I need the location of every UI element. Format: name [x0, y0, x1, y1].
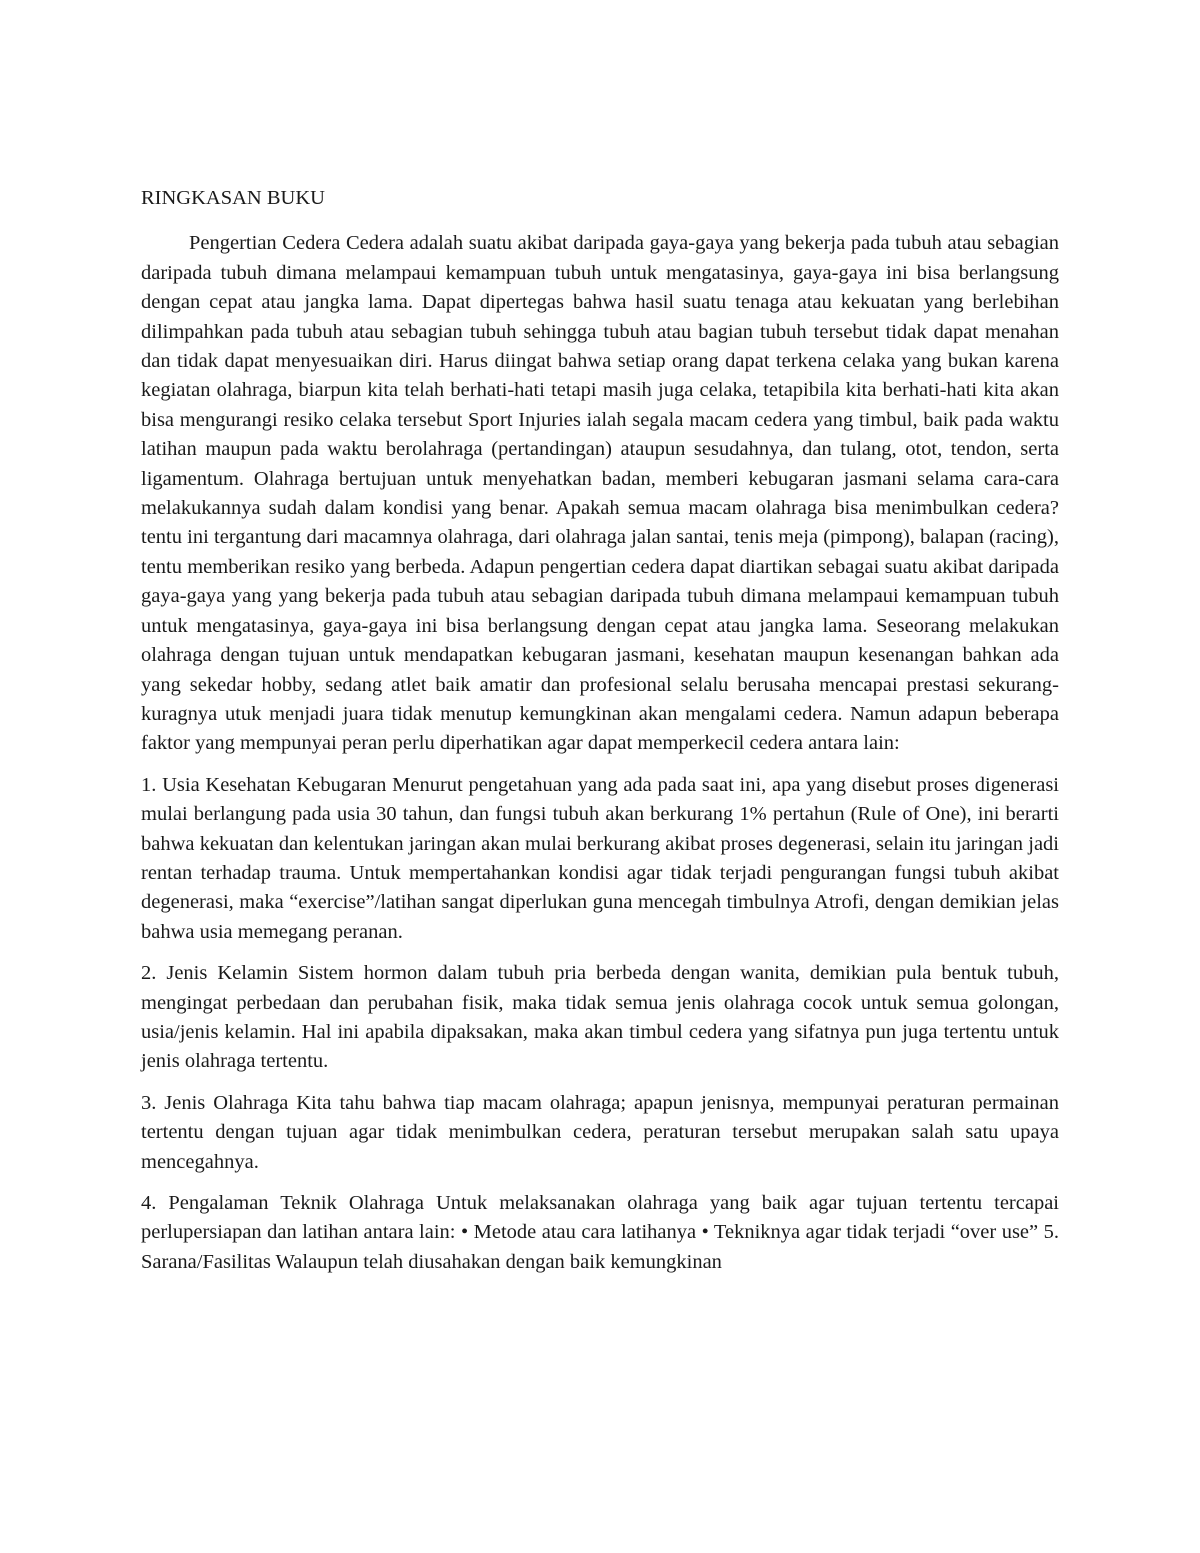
paragraph-intro: Pengertian Cedera Cedera adalah suatu akibat daripada gaya-gaya yang bekerja pada tubuh atau sebagian daripada tubuh dimana melampaui kemampuan tubuh untuk mengatasinya, gaya-gaya ini bisa berlangsung dengan cepat atau jangka lama. Dapat dipertegas bahwa hasil suatu tenaga atau kekuatan yang berlebihan dilimpahkan pada tubuh atau sebagian tubuh sehingga tubuh atau bagian tubuh tersebut tidak dapat menahan dan tidak dapat menyesuaikan diri. Harus diingat bahwa setiap orang dapat terkena celaka yang bukan karena kegiatan olahraga, biarpun kita telah berhati-hati tetapi masih juga celaka, tetapibila kita berhati-hati kita akan bisa mengurangi resiko celaka tersebut Sport Injuries ialah segala macam cedera yang timbul, baik pada waktu latihan maupun pada waktu berolahraga (pertandingan) ataupun sesudahnya, dan tulang, otot, tendon, serta ligamentum. Olahraga bertujuan untuk menyehatkan badan, memberi kebugaran jasmani selama cara-cara melakukannya sudah dalam kondisi yang benar. Apakah semua macam olahraga bisa menimbulkan cedera? tentu ini tergantung dari macamnya olahraga, dari olahraga jalan santai, tenis meja (pimpong), balapan (racing), tentu memberikan resiko yang berbeda. Adapun pengertian cedera dapat diartikan sebagai suatu akibat daripada gaya-gaya yang yang bekerja pada tubuh atau sebagian daripada tubuh dimana melampaui kemampuan tubuh untuk mengatasinya, gaya-gaya ini bisa berlangsung dengan cepat atau jangka lama. Seseorang melakukan olahraga dengan tujuan untuk mendapatkan kebugaran jasmani, kesehatan maupun kesenangan bahkan ada yang sekedar hobby, sedang atlet baik amatir dan profesional selalu berusaha mencapai prestasi sekurang-kuragnya utuk menjadi juara tidak menutup kemungkinan akan mengalami cedera. Namun adapun beberapa faktor yang mempunyai peran perlu diperhatikan agar dapat memperkecil cedera antara lain:: [141, 232, 1059, 755]
paragraph-usia: 1. Usia Kesehatan Kebugaran Menurut pengetahuan yang ada pada saat ini, apa yang disebut proses digenerasi mulai berlangung pada usia 30 tahun, dan fungsi tubuh akan berkurang 1% pertahun (Rule of One), ini berarti bahwa kekuatan dan kelentukan jaringan akan mulai berkurang akibat proses degenerasi, selain itu jaringan jadi rentan terhadap trauma. Untuk mempertahankan kondisi agar tidak terjadi pengurangan fungsi tubuh akibat degenerasi, maka “exercise”/latihan sangat diperlukan guna mencegah timbulnya Atrofi, dengan demikian jelas bahwa usia memegang peranan.: [141, 773, 1059, 943]
document-body: [141, 184, 1059, 1289]
document-title: RINGKASAN BUKU: [141, 187, 325, 209]
paragraph-jenis-kelamin: 2. Jenis Kelamin Sistem hormon dalam tubuh pria berbeda dengan wanita, demikian pula bentuk tubuh, mengingat perbedaan dan perubahan fisik, maka tidak semua jenis olahraga cocok untuk semua golongan, usia/jenis kelamin. Hal ini apabila dipaksakan, maka akan timbul cedera yang sifatnya pun juga tertentu untuk jenis olahraga tertentu.: [141, 962, 1059, 1073]
paragraph-jenis-olahraga: 3. Jenis Olahraga Kita tahu bahwa tiap macam olahraga; apapun jenisnya, mempunyai peraturan permainan tertentu dengan tujuan agar tidak menimbulkan cedera, peraturan tersebut merupakan salah satu upaya mencegahnya.: [141, 1091, 1059, 1173]
paragraph-pengalaman-teknik: 4. Pengalaman Teknik Olahraga Untuk melaksanakan olahraga yang baik agar tujuan tertentu tercapai perlupersiapan dan latihan antara lain: • Metode atau cara latihanya • Tekniknya agar tidak terjadi “over use” 5. Sarana/Fasilitas Walaupun telah diusahakan dengan baik kemungkinan: [141, 1192, 1059, 1273]
